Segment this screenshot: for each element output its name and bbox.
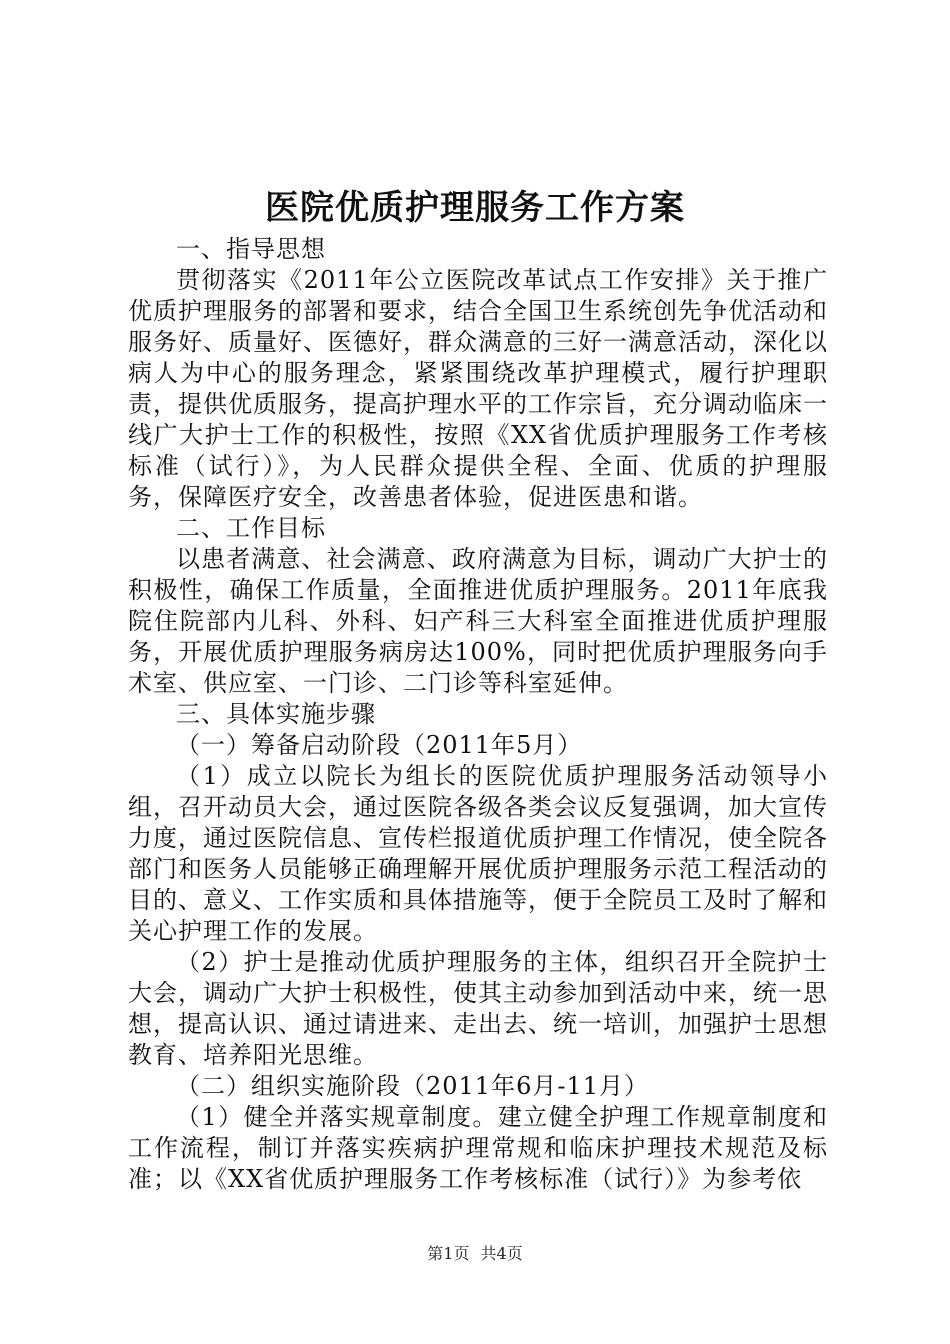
paragraph-preparation-item-2: （2）护士是推动优质护理服务的主体，组织召开全院护士大会，调动广大护士积极性，使其主动参加到活动中来，统一思想，提高认识、通过请进来、走出去、统一培训，加强护士思想教育、培养阳光思维。 (128, 948, 828, 1069)
page-number: 第1页 (427, 1244, 470, 1263)
page-total: 共4页 (480, 1244, 523, 1263)
document-body (128, 234, 828, 1195)
paragraph-guiding-ideology: 贯彻落实《2011年公立医院改革试点工作安排》关于推广优质护理服务的部署和要求，结合全国卫生系统创先争优活动和服务好、质量好、医德好，群众满意的三好一满意活动，深化以病人为中心的服务理念，紧紧围绕改革护理模式，履行护理职责，提供优质服务，提高护理水平的工作宗旨，充分调动临床一线广大护士工作的积极性，按照《XX省优质护理服务工作考核标准（试行）》，为人民群众提供全程、全面、优质的护理服务，保障医疗安全，改善患者体验，促进医患和谐。 (128, 266, 828, 511)
paragraph-implementation-item-1: （1）健全并落实规章制度。建立健全护理工作规章制度和工作流程，制订并落实疾病护理常规和临床护理技术规范及标准；以《XX省优质护理服务工作考核标准（试行）》为参考依 (128, 1103, 828, 1193)
section-heading-implementation-steps: 三、具体实施步骤 (176, 700, 376, 728)
page-footer (0, 1242, 950, 1266)
subheading-implementation-phase: （二）组织实施阶段（2011年6月-11月） (176, 1072, 649, 1100)
subheading-preparation-phase: （一）筹备启动阶段（2011年5月） (176, 731, 583, 759)
document-title: 医院优质护理服务工作方案 (265, 188, 685, 228)
section-heading-guiding-ideology: 一、指导思想 (176, 235, 326, 263)
paragraph-preparation-item-1: （1）成立以院长为组长的医院优质护理服务活动领导小组，召开动员大会，通过医院各级各类会议反复强调，加大宣传力度，通过医院信息、宣传栏报道优质护理工作情况，使全院各部门和医务人员能够正确理解开展优质护理服务示范工程活动的目的、意义、工作实质和具体措施等，便于全院员工及时了解和关心护理工作的发展。 (128, 762, 828, 945)
section-heading-work-goals: 二、工作目标 (176, 514, 326, 542)
paragraph-work-goals: 以患者满意、社会满意、政府满意为目标，调动广大护士的积极性，确保工作质量，全面推进优质护理服务。2011年底我院住院部内儿科、外科、妇产科三大科室全面推进优质护理服务，开展优质护理服务病房达100%，同时把优质护理服务向手术室、供应室、一门诊、二门诊等科室延伸。 (128, 545, 828, 697)
